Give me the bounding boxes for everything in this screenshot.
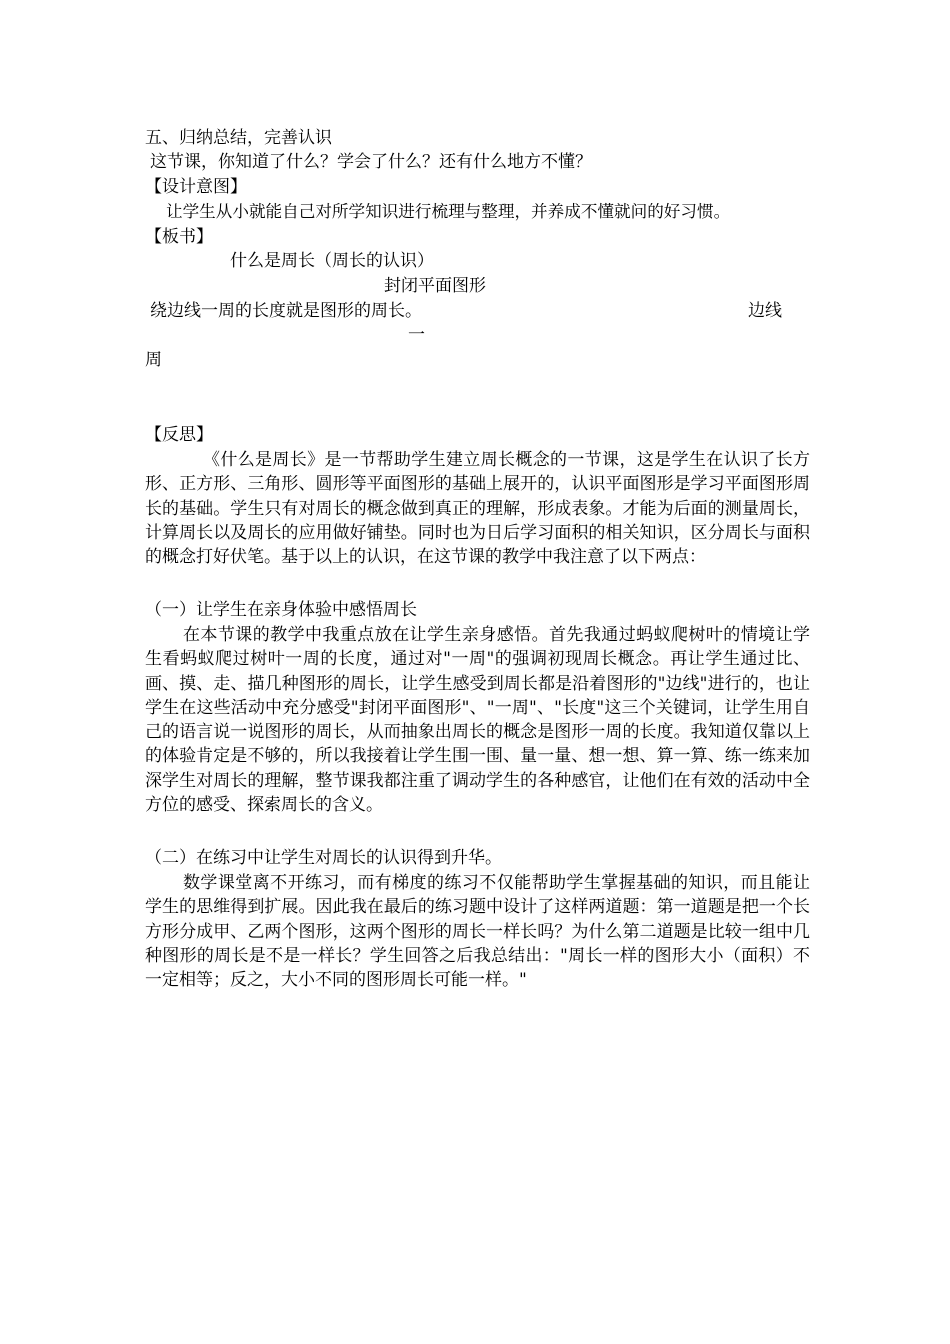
board-title: 什么是周长（周长的认识）	[230, 251, 434, 271]
point2-heading: （二）在练习中让学生对周长的认识得到升华。	[145, 848, 502, 868]
board-around: 周	[145, 350, 162, 370]
design-intent-heading: 【设计意图】	[145, 177, 247, 197]
board-one: 一	[408, 325, 425, 345]
design-intent-text: 让学生从小就能自己对所学知识进行梳理与整理，并养成不懂就问的好习惯。	[166, 202, 731, 221]
reflection-intro: 《什么是周长》是一节帮助学生建立周长概念的一节课，这是学生在认识了长方形、正方形、三角形、圆形等平面图形的基础上展开的，认识平面图形是学习平面图形周长的基础。学生只有对周长的概念做到真正的理解，形成表象。才能为后面的测量周长，计算周长以及周长的应用做好铺垫。同时也为日后学习面积的相关知识，区分周长与面积的概念打好伏笔。基于以上的认识，在这节课的教学中我注意了以下两点：	[145, 450, 810, 568]
board-edge: 边线	[748, 301, 782, 321]
section5-heading: 五、归纳总结，完善认识	[145, 128, 332, 148]
point2-text: 数学课堂离不开练习，而有梯度的练习不仅能帮助学生掌握基础的知识，而且能让学生的思维得到扩展。因此我在最后的练习题中设计了这样两道题：第一道题是把一个长方形分成甲、乙两个图形，这两个图形的周长一样长吗？为什么第二道题是比较一组中几种图形的周长是不是一样长？学生回答之后我总结出："周长一样的图形大小（面积）不一定相等；反之，大小不同的图形周长可能一样。"	[145, 873, 810, 991]
reflection-heading: 【反思】	[145, 425, 213, 445]
point1-text: 在本节课的教学中我重点放在让学生亲身感悟。首先我通过蚂蚁爬树叶的情境让学生看蚂蚁爬过树叶一周的长度，通过对"一周"的强调初现周长概念。再让学生通过比、画、摸、走、描几种图形的周长，让学生感受到周长都是沿着图形的"边线"进行的，也让学生在这些活动中充分感受"封闭平面图形"、"一周"、"长度"这三个关键词，让学生用自己的语言说一说图形的周长，从而抽象出周长的概念是图形一周的长度。我知道仅靠以上的体验肯定是不够的，所以我接着让学生围一围、量一量、想一想、算一算、练一练来加深学生对周长的理解，整节课我都注重了调动学生的各种感官，让他们在有效的活动中全方位的感受、探索周长的含义。	[145, 625, 810, 816]
point1-heading: （一）让学生在亲身体验中感悟周长	[145, 600, 417, 620]
board-heading: 【板书】	[145, 227, 213, 247]
board-closed-figure: 封闭平面图形	[384, 276, 486, 296]
board-definition: 绕边线一周的长度就是图形的周长。	[150, 301, 422, 321]
section5-question: 这节课，你知道了什么？学会了什么？还有什么地方不懂？	[150, 152, 592, 172]
